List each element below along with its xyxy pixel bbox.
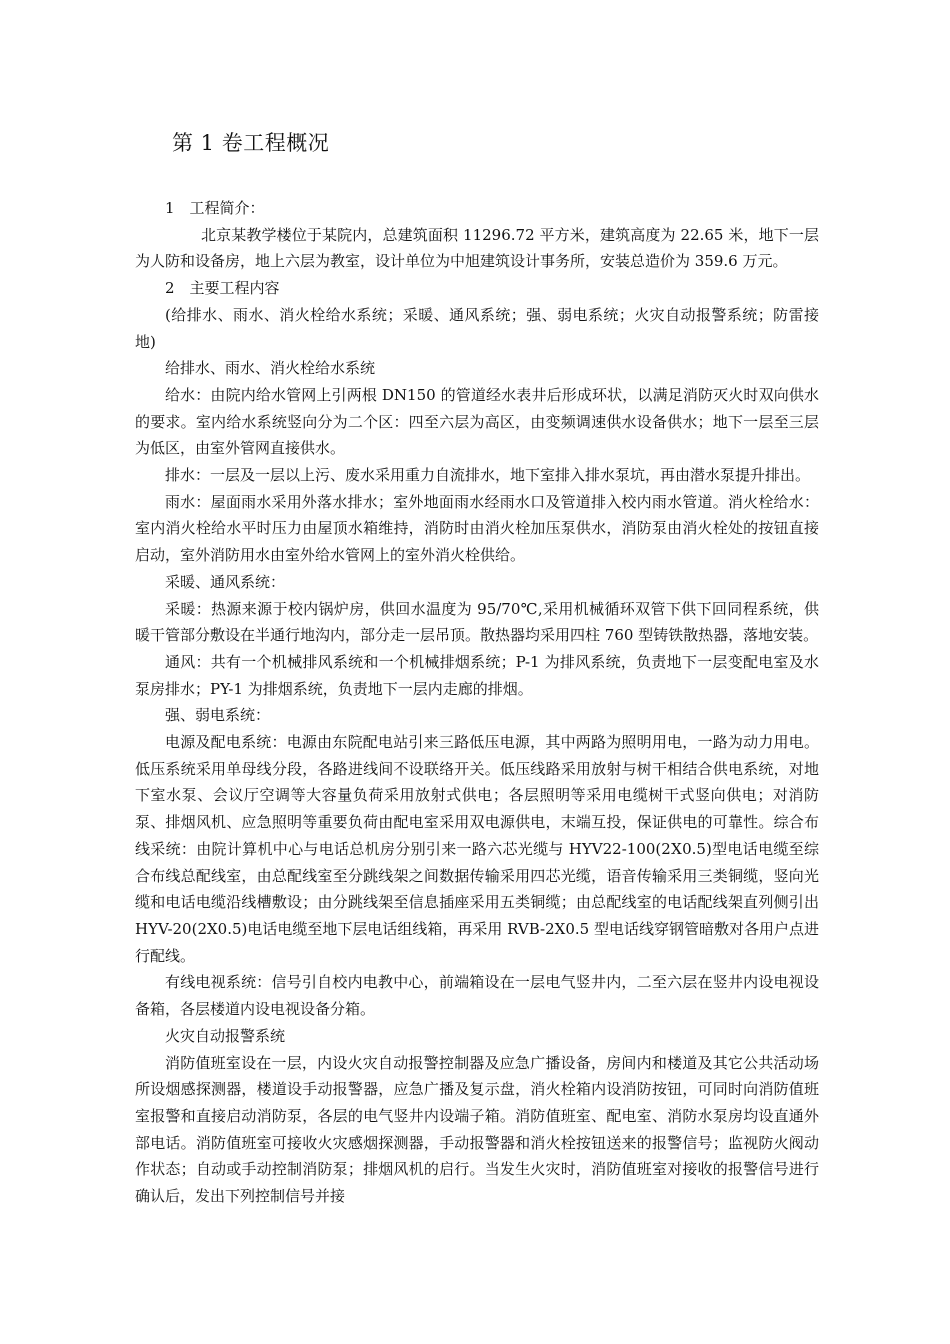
subheading-heating-ventilation: 采暖、通风系统：: [165, 572, 286, 591]
section-heading-main-content: 2 主要工程内容: [165, 279, 280, 298]
paragraph-fire-alarm: 消防值班室设在一层，内设火灾自动报警控制器及应急广播设备，房间内和楼道及其它公共活动场所设烟感探测器，楼道设手动报警器，应急广播及复示盘，消火栓箱内设消防按钮，可同时向消防值班室报警和直接启动消防泵，各层的电气竖井内设端子箱。消防值班室、配电室、消防水泵房均设直通外部电话。消防值班室可接收火灾感烟探测器，手动报警器和消火栓按钮送来的报警信号；监视防火阀动作状态；自动或手动控制消防泵；排烟风机的启行。当发生火灾时，消防值班室对接收的报警信号进行确认后，发出下列控制信号并接: [135, 1053, 819, 1206]
paragraph-system-list: (给排水、雨水、消火栓给水系统；采暖、通风系统；强、弱电系统；火灾自动报警系统；防雷接地): [135, 305, 819, 351]
subheading-water-systems: 给排水、雨水、消火栓给水系统: [165, 359, 376, 378]
paragraph-heating: 采暖：热源来源于校内锅炉房，供回水温度为 95/70℃,采用机械循环双管下供下回同程系统，供暖干管部分敷设在半通行地沟内，部分走一层吊顶。散热器均采用四柱 760 型铸铁散热器，落地安装。: [135, 599, 819, 645]
subheading-fire-alarm: 火灾自动报警系统: [165, 1026, 286, 1045]
paragraph-rain-and-hydrant: 雨水：屋面雨水采用外落水排水；室外地面雨水经雨水口及管道排入校内雨水管道。消火栓给水：室内消火栓给水平时压力由屋顶水箱维持，消防时由消火栓加压泵供水，消防泵由消火栓处的按钮直接启动，室外消防用水由室外给水管网上的室外消火栓供给。: [135, 492, 819, 565]
paragraph-project-summary: 北京某教学楼位于某院内，总建筑面积 11296.72 平方米，建筑高度为 22.65 米，地下一层为人防和设备房，地上六层为教室，设计单位为中旭建筑设计事务所，安装总造价为 359.6 万元。: [135, 225, 819, 271]
document-title: 第 1 卷工程概况: [172, 131, 330, 155]
paragraph-power-distribution: 电源及配电系统：电源由东院配电站引来三路低压电源，其中两路为照明用电，一路为动力用电。低压系统采用单母线分段，各路进线间不设联络开关。低压线路采用放射与树干相结合供电系统，对地下室水泵、会议厅空调等大容量负荷采用放射式供电；各层照明等采用电缆树干式竖向供电；对消防泵、排烟风机、应急照明等重要负荷由配电室采用双电源供电，末端互投，保证供电的可靠性。综合布线采统：由院计算机中心与电话总机房分别引来一路六芯光缆与 HYV22-100(2Ⅹ0.5)型电话电缆至综合布线总配线室，由总配线室至分跳线架之间数据传输采用四芯光缆，语音传输采用三类铜缆，竖向光缆和电话电缆沿线槽敷设；由分跳线架至信息插座采用五类铜缆；由总配线室的电话配线架直列侧引出 HYV-20(2Ⅹ0.5)电话电缆至地下层电话组线箱，再采用 RVB-2Ⅹ0.5 型电话线穿钢管暗敷对各用户点进行配线。: [135, 733, 819, 965]
paragraph-cable-tv: 有线电视系统：信号引自校内电教中心，前端箱设在一层电气竖井内，二至六层在竖井内设电视设备箱，各层楼道内设电视设备分箱。: [135, 973, 819, 1019]
section-heading-overview: 1 工程简介：: [165, 199, 265, 217]
paragraph-ventilation: 通风：共有一个机械排风系统和一个机械排烟系统；P-1 为排风系统，负责地下一层变配电室及水泵房排水；PY-1 为排烟系统，负责地下一层内走廊的排烟。: [135, 652, 819, 698]
subheading-electrical: 强、弱电系统：: [165, 706, 271, 725]
paragraph-drainage: 排水：一层及一层以上污、废水采用重力自流排水，地下室排入排水泵坑，再由潜水泵提升排出。: [165, 466, 811, 485]
document-body: [135, 126, 819, 1210]
paragraph-water-supply: 给水：由院内给水管网上引两根 DN150 的管道经水表井后形成环状，以满足消防灭火时双向供水的要求。室内给水系统竖向分为二个区：四至六层为高区，由变频调速供水设备供水；地下一层至三层为低区，由室外管网直接供水。: [135, 385, 819, 458]
